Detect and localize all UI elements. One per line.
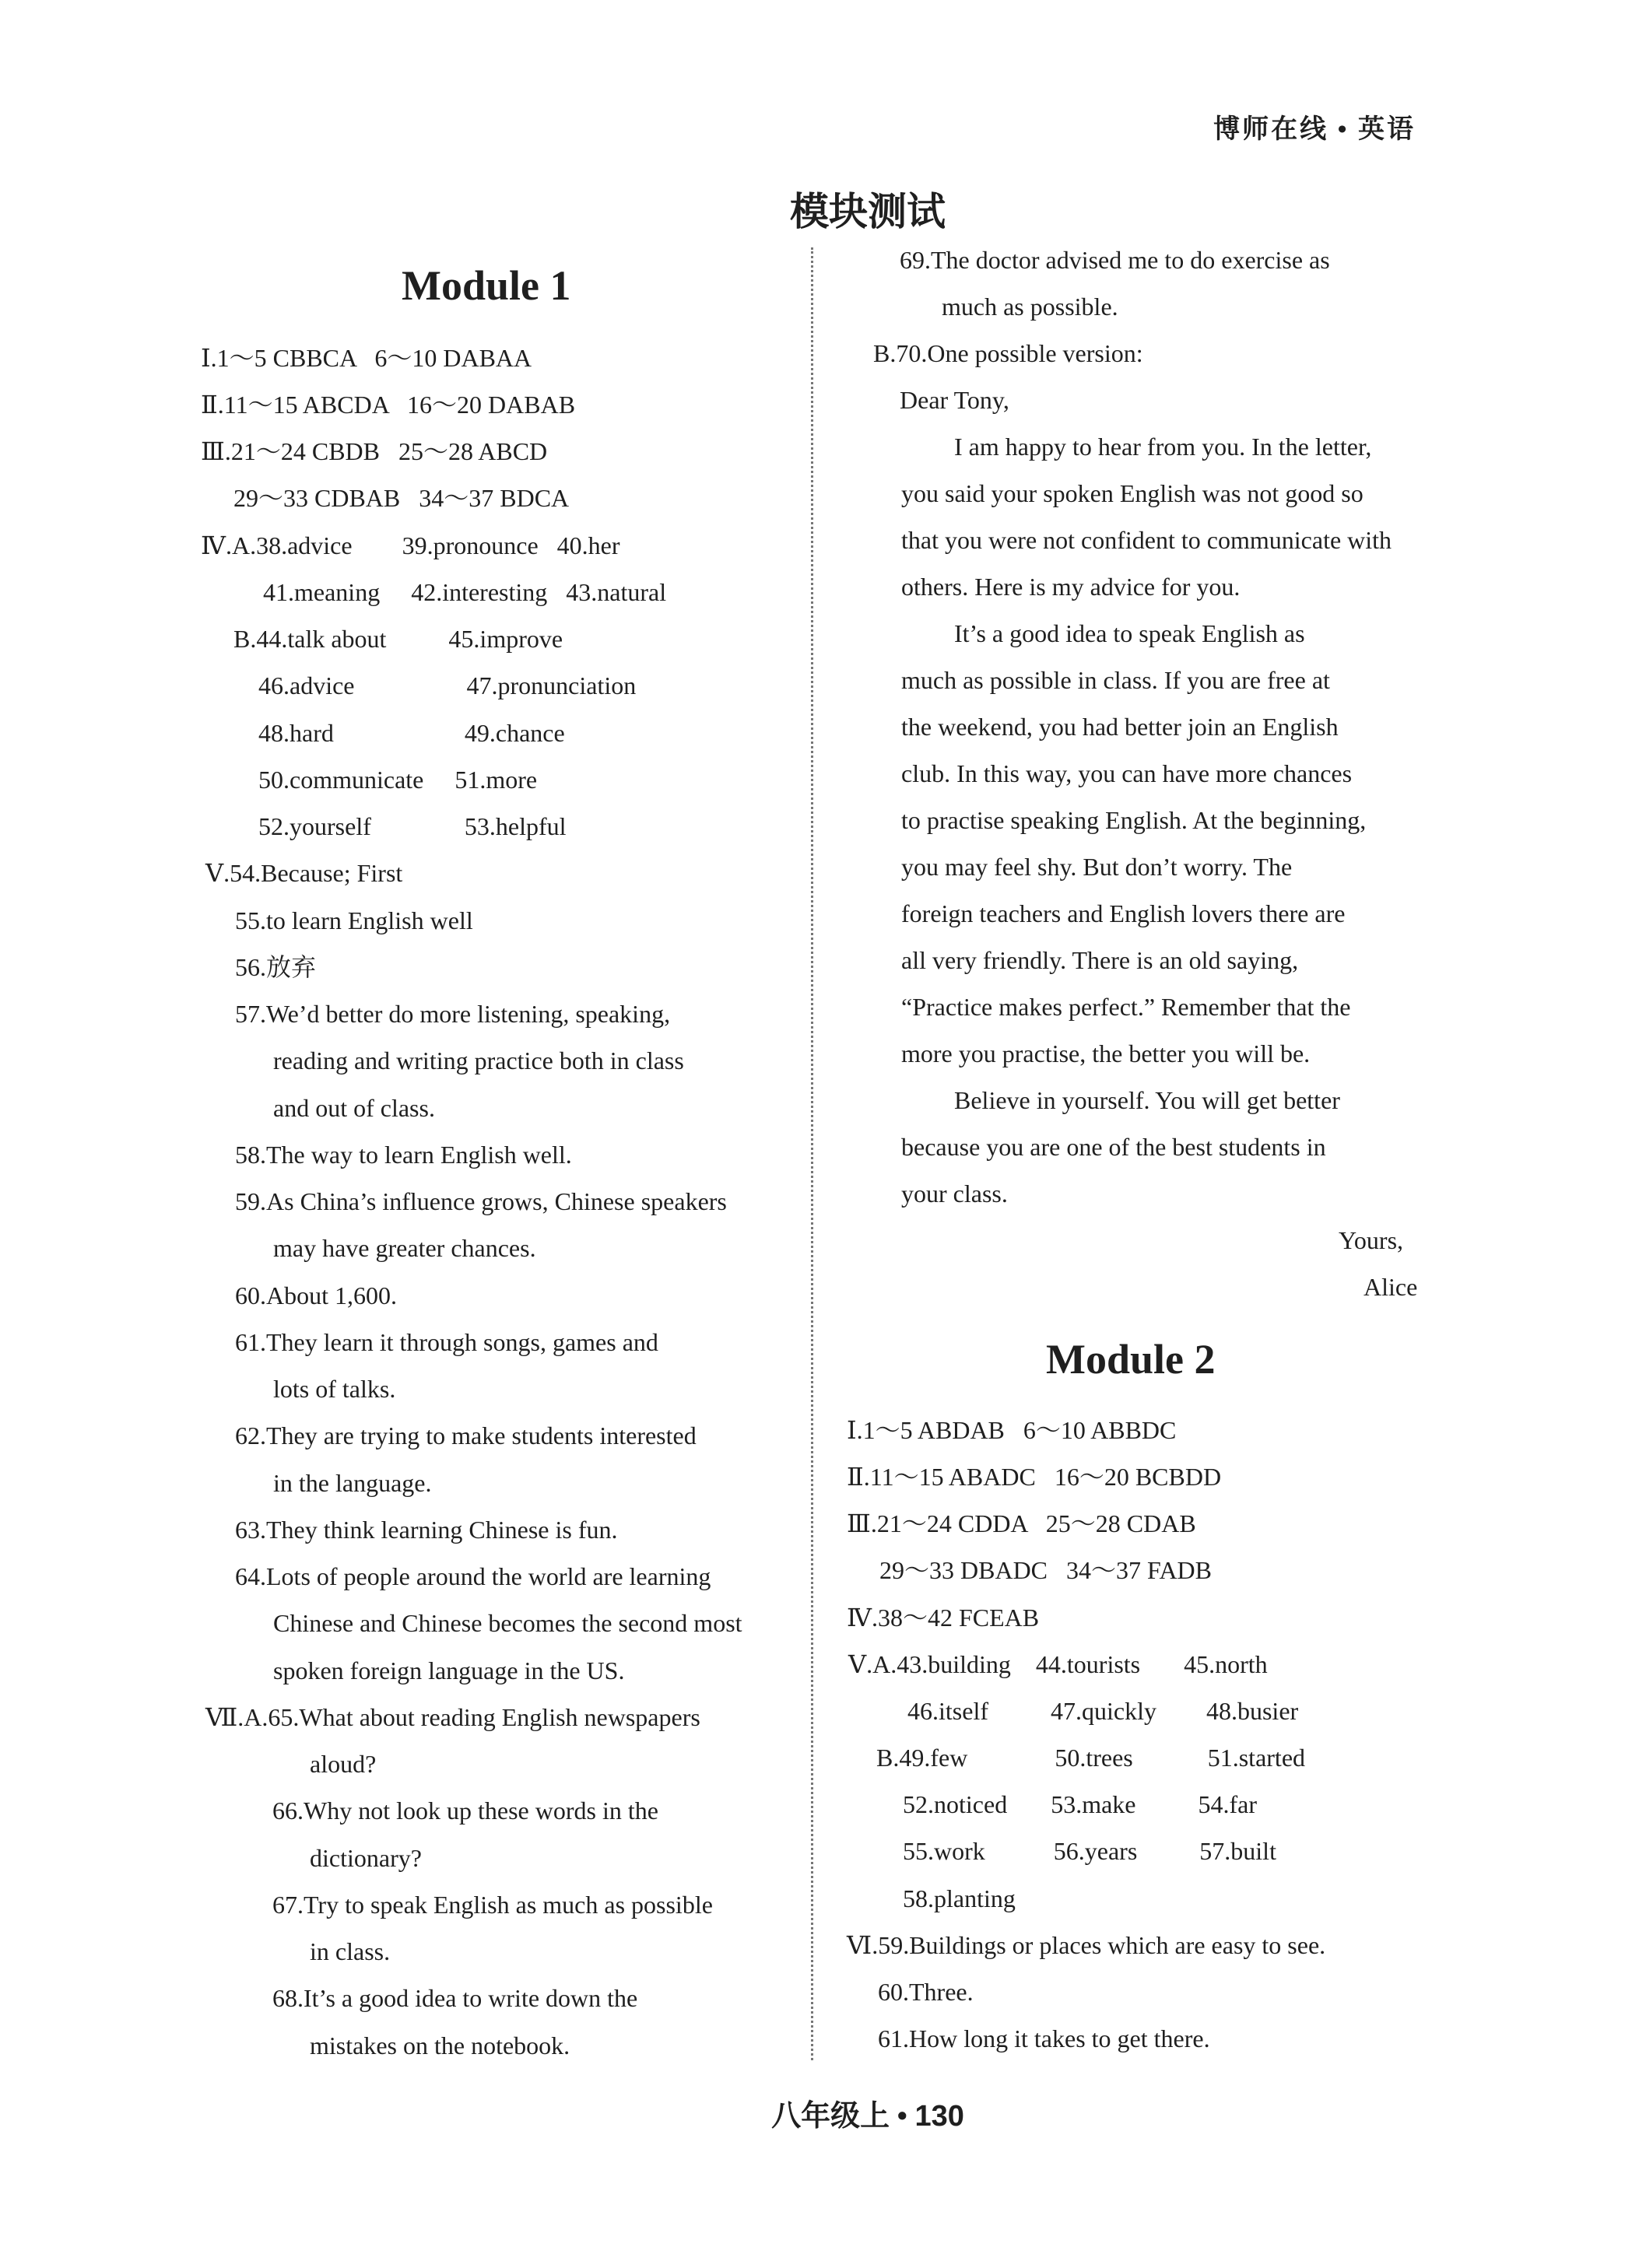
letter-line: your class. [901,1180,1008,1208]
answer-line: 46.advice 47.pronunciation [258,671,637,699]
column-divider [811,247,813,2060]
answer-line: Chinese and Chinese becomes the second most [273,1609,742,1637]
answer-line: aloud? [310,1750,377,1778]
answer-line: lots of talks. [273,1375,396,1403]
answer-line: may have greater chances. [273,1234,536,1262]
answer-line: 58.The way to learn English well. [235,1141,572,1169]
footer-dot: • [897,2100,907,2133]
answer-line: 29～33 CDBAB 34～37 BDCA [233,484,570,512]
letter-line: much as possible in class. If you are free at [901,666,1330,694]
letter-line: that you were not confident to communicate with [901,526,1392,554]
answer-line: 56.放弃 [235,953,317,981]
answer-line: B.44.talk about 45.improve [233,625,563,653]
letter-line: club. In this way, you can have more chances [901,759,1353,787]
answer-line: and out of class. [273,1094,435,1122]
answer-line: much as possible. [942,293,1118,321]
answer-line: spoken foreign language in the US. [273,1656,625,1684]
letter-closing: Yours, [1339,1226,1404,1254]
answer-line: Ⅰ.1～5 ABDAB 6～10 ABBDC [847,1416,1177,1444]
module2-title: Module 2 [1046,1336,1216,1383]
answer-line: Ⅱ.11～15 ABCDA 16～20 DABAB [201,391,576,419]
letter-line: you said your spoken English was not good so [901,479,1364,507]
answer-line: Ⅶ.A.65.What about reading English newspapers [205,1703,700,1731]
answer-line: reading and writing practice both in class [273,1046,684,1074]
letter-line: “Practice makes perfect.” Remember that the [901,993,1351,1021]
answer-line: 67.Try to speak English as much as possible [272,1891,713,1919]
answer-line: 69.The doctor advised me to do exercise as [900,246,1330,274]
answer-line: dictionary? [310,1844,422,1872]
answer-line: Ⅳ.38～42 FCEAB [847,1604,1040,1632]
answer-line: mistakes on the notebook. [310,2031,570,2059]
answer-line: 41.meaning 42.interesting 43.natural [263,578,667,606]
letter-line: Believe in yourself. You will get better [954,1086,1340,1114]
answer-line: B.70.One possible version: [873,339,1143,367]
letter-line: It’s a good idea to speak English as [954,619,1305,647]
letter-line: more you practise, the better you will be. [901,1039,1311,1067]
answer-line: 52.yourself 53.helpful [258,812,567,840]
page-number: 130 [914,2100,964,2133]
answer-line: 52.noticed 53.make 54.far [903,1790,1257,1818]
answer-line: Ⅵ.59.Buildings or places which are easy to see. [847,1931,1326,1959]
answer-line: 59.As China’s influence grows, Chinese speakers [235,1187,727,1215]
footer-grade: 八年级上 [771,2100,890,2133]
answer-line: 61.How long it takes to get there. [878,2024,1210,2052]
answer-line: 60.About 1,600. [235,1281,397,1309]
letter-line: because you are one of the best students in [901,1133,1326,1161]
answer-line: B.49.few 50.trees 51.started [876,1744,1306,1772]
answer-line: 66.Why not look up these words in the [272,1797,658,1825]
answer-line: 29～33 DBADC 34～37 FADB [879,1556,1213,1584]
answer-line: Ⅰ.1～5 CBBCA 6～10 DABAA [201,344,532,372]
answer-line: 64.Lots of people around the world are learning [235,1562,711,1590]
page-footer [0,2091,1632,2134]
answer-line: 58.planting [903,1884,1016,1912]
answer-line: 68.It’s a good idea to write down the [272,1984,638,2012]
letter-line: foreign teachers and English lovers there are [901,899,1346,927]
answer-line: Ⅳ.A.38.advice 39.pronounce 40.her [201,531,620,559]
answer-line: 55.to learn English well [235,906,473,934]
letter-line: to practise speaking English. At the beginning, [901,806,1367,834]
answer-line: 50.communicate 51.more [258,766,538,794]
answer-line: 60.Three. [878,1978,974,2006]
answer-line: 63.They think learning Chinese is fun. [235,1516,618,1544]
answer-line: in class. [310,1937,391,1965]
answer-line: 48.hard 49.chance [258,719,565,747]
letter-line: you may feel shy. But don’t worry. The [901,853,1293,881]
letter-line: the weekend, you had better join an English [901,713,1339,741]
answer-line: Ⅲ.21～24 CBDB 25～28 ABCD [201,437,548,465]
answer-line: 55.work 56.years 57.built [903,1837,1276,1865]
answer-line: Ⅴ.54.Because; First [205,859,403,887]
letter-line: Dear Tony, [900,386,1009,414]
module1-title: Module 1 [402,262,571,309]
letter-signature: Alice [1364,1273,1418,1301]
page-title: 模块测试 [790,189,946,234]
letter-line: others. Here is my advice for you. [901,573,1241,601]
header-series-title: 博师在线 • 英语 [1213,115,1416,144]
answer-line: 61.They learn it through songs, games and [235,1328,658,1356]
answer-line: 57.We’d better do more listening, speaking, [235,1000,671,1028]
answer-line: 62.They are trying to make students interested [235,1421,697,1449]
answer-line: Ⅲ.21～24 CDDA 25～28 CDAB [847,1509,1196,1537]
answer-line: Ⅱ.11～15 ABADC 16～20 BCBDD [847,1463,1222,1491]
answer-line: 46.itself 47.quickly 48.busier [907,1697,1299,1725]
answer-line: Ⅴ.A.43.building 44.tourists 45.north [848,1650,1268,1678]
letter-line: I am happy to hear from you. In the letter, [954,433,1372,461]
answer-line: in the language. [273,1469,432,1497]
letter-line: all very friendly. There is an old saying, [901,946,1299,974]
